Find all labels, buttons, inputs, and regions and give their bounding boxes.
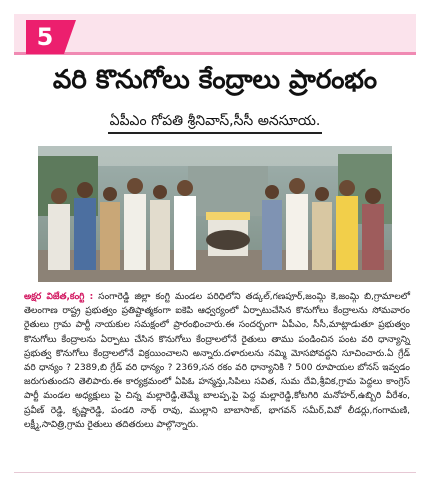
subheadline-wrapper bbox=[14, 110, 416, 134]
article-text: సంగారెడ్డి జిల్లా కంగ్టి మండల పరిధిలోని తడ్కల్,గణపూర్,జంమ్గి కె,జంమ్గి బి,గ్రామాలలో తెలంగాణ రాష్ట్ర ప్రభుత్వం ప్రతిష్టాత్మకంగా ఐకెపి ఆధ్వర్యంలో ఏర్పాటుచేసిన కొనుగోలు కేంద్రాలను సోమవారం రైతులు గ్రామ పార్టీ నాయకుల సమక్షంలో ప్రారంభించారు.ఈ సందర్భంగా ఏపీఎం, సీసీ,మాట్లాడుతూ ప్రభుత్వం కొనుగోలు కేంద్రాలను ఏర్పాటు చేసిన కొనుగోలు కేంద్రాలలోనే రైతులు తాము పండించిన పంట వరి ధాన్యాన్ని ప్రభుత్వ కొనుగోలు కేంద్రాలలోనే విక్రయించాలని అన్నారు.దళారులను నమ్మి మోసపోవద్దని సూచించారు.ఏ గ్రేడ్ వరి ధాన్యం ? 2389,బి గ్రేడ్ వరి ధాన్యం ? 2369,సన రకం వరి ధాన్యానికి ? 500 రూపాయల బోనస్ ఇవ్వడం జరుగుతుందని తెలిపారు.ఈ కార్యక్రమంలో ఏపిఓ హన్మన్తు,సిపిలు సవిత, సుమ దేవి,శ్రీవిక,గ్రామ పెద్దలు కాంగ్రెస్ పార్టీ మండల అధ్యక్షులు పై చిన్న మల్లారెడ్డి,తెమ్మే బాలప్ప,పై పెద్ద మల్లారెడ్డి,కోటగిరి మనోహర్,ఉబ్బిరి వీరేశం, ప్రవీణ్ రెడ్డి, కృష్ణారెడ్డి, పండరి నాథ్ రావు, ముల్లాని బాబాసాబ్, భాగవన్ సమీర్,వివో లీడర్లు,గంగామణి, లక్ష్మీ,సావిత్రి,గ్రామ రైతులు తదితరులు పాల్గొన్నారు. bbox=[24, 292, 410, 430]
news-photo bbox=[38, 146, 392, 282]
page-number-badge: 5 bbox=[26, 20, 64, 54]
bottom-rule bbox=[14, 472, 416, 473]
subheadline: ఏపీఎం గోపతి శ్రీనివాస్,సీసీ అనసూయ. bbox=[108, 111, 323, 134]
news-photo-illustration bbox=[38, 146, 392, 282]
headline: వరి కొనుగోలు కేంద్రాలు ప్రారంభం bbox=[52, 65, 378, 95]
article-dateline: అక్షర విజేత,కంగ్టి : bbox=[24, 292, 94, 302]
page-number-badge-tail bbox=[64, 20, 76, 54]
article-body bbox=[24, 290, 410, 432]
